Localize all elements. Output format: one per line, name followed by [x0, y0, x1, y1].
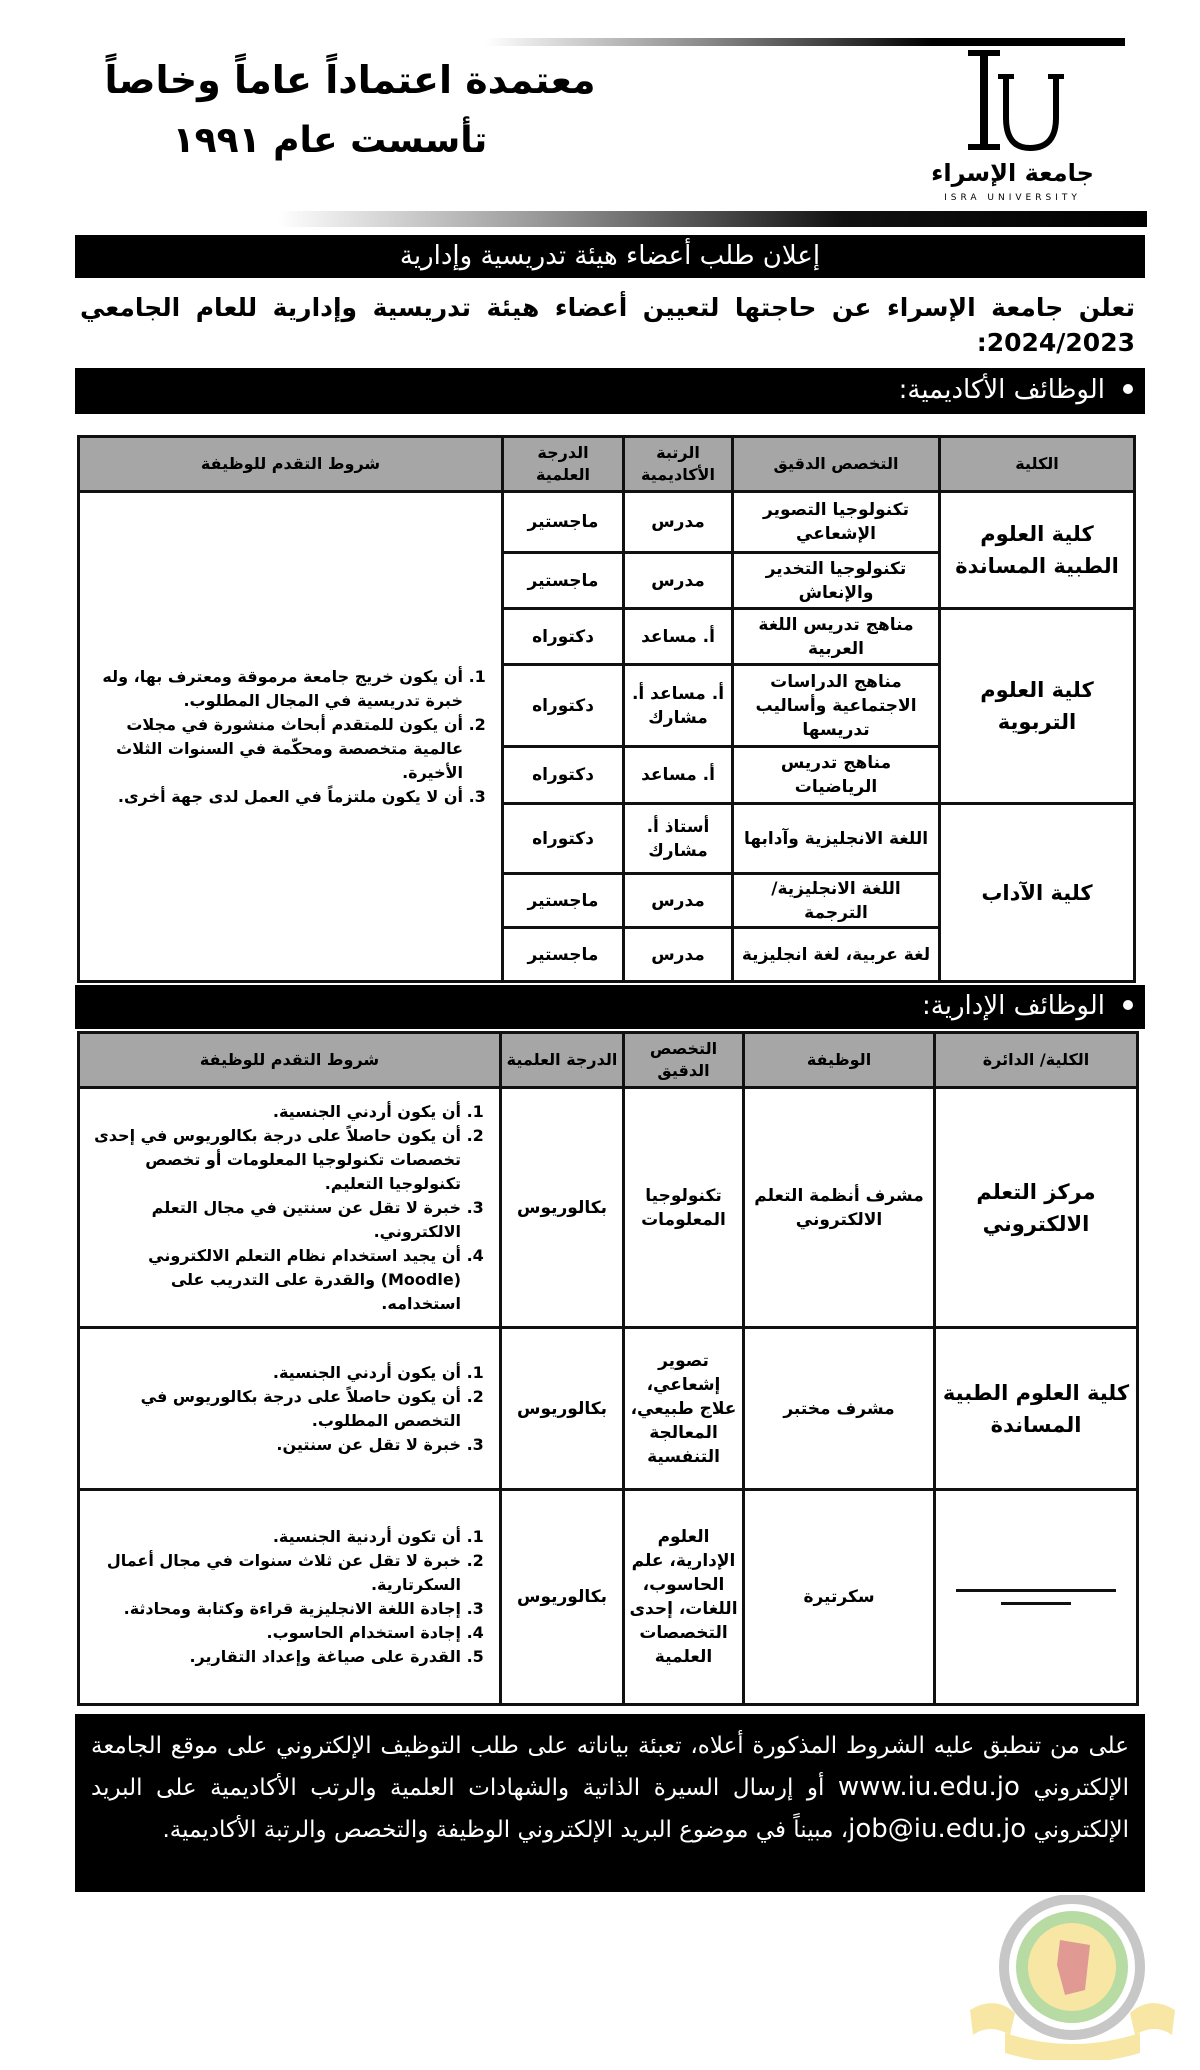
condition-item: 1. أن يكون أردني الجنسية. [88, 1100, 461, 1124]
announcement-title: إعلان طلب أعضاء هيئة تدريسية وإدارية [75, 235, 1145, 278]
specialty-cell: العلوم الإدارية، علم الحاسوب، اللغات، إحدى التخصصات العلمية [624, 1490, 744, 1705]
conditions-cell [79, 1328, 501, 1490]
college-cell: كلية الآداب [940, 804, 1135, 982]
header-college: الكلية [940, 437, 1135, 492]
header-rank: الرتبة الأكاديمية [624, 437, 733, 492]
rank-cell: أ. مساعد [624, 747, 733, 804]
logo-english-name: ISRA UNIVERSITY [944, 193, 1081, 203]
university-logo [960, 48, 1100, 158]
table-row [79, 1328, 1138, 1490]
specialty-cell: تكنولوجيا التخدير والإنعاش [733, 553, 940, 609]
specialty-cell: مناهج تدريس اللغة العربية [733, 609, 940, 665]
founded-text: تأسست عام ١٩٩١ [172, 120, 488, 161]
bullet-icon [1123, 384, 1133, 394]
specialty-cell: تكنولوجيا المعلومات [624, 1088, 744, 1328]
job-cell: مشرف أنظمة التعلم الالكتروني [744, 1088, 935, 1328]
rank-cell: أ. مساعد أ. مشارك [624, 665, 733, 747]
table-row [79, 1088, 1138, 1328]
header-rule-bottom [277, 211, 1147, 227]
rank-cell: مدرس [624, 874, 733, 928]
table-row [79, 492, 1135, 553]
announcement-body [75, 235, 1145, 1892]
condition-item: 1. أن تكون أردنية الجنسية. [88, 1525, 461, 1549]
header-specialty: التخصص الدقيق [733, 437, 940, 492]
rank-cell: مدرس [624, 492, 733, 553]
job-cell: مشرف مختبر [744, 1328, 935, 1490]
condition-item: 2. خبرة لا تقل عن ثلاث سنوات في مجال أعمال السكرتارية. [88, 1549, 461, 1597]
degree-cell: دكتوراه [503, 804, 624, 874]
email-link[interactable]: job@iu.edu.jo [848, 1814, 1027, 1844]
conditions-list [88, 1525, 491, 1669]
header-conditions: شروط التقدم للوظيفة [79, 437, 503, 492]
header-conditions: شروط التقدم للوظيفة [79, 1033, 501, 1088]
administrative-section-title: الوظائف الإدارية: [922, 991, 1105, 1021]
condition-item: 3. خبرة لا تقل عن سنتين في مجال التعلم الالكتروني. [88, 1196, 461, 1244]
college-cell: كلية العلوم الطبية المساندة [940, 492, 1135, 609]
specialty-cell: اللغة الانجليزية/ الترجمة [733, 874, 940, 928]
table-header-row [79, 437, 1135, 492]
accreditation-text: معتمدة اعتماداً عاماً وخاصاً [104, 58, 596, 102]
job-cell: سكرتيرة [744, 1490, 935, 1705]
header-rule-top [485, 38, 1125, 46]
condition-item: 3. أن لا يكون ملتزماً في العمل لدى جهة أخرى. [88, 785, 463, 809]
specialty-cell: مناهج تدريس الرياضيات [733, 747, 940, 804]
civil-service-bureau-seal [965, 1895, 1180, 2060]
instructions-part-1: على من تنطبق عليه الشروط المذكورة أعلاه، تعبئة بياناته على طلب التوظيف الإلكتروني على موقع الجامعة الإلكتروني [91, 1733, 1130, 1801]
degree-cell: بكالوريوس [501, 1088, 624, 1328]
conditions-list [88, 1361, 491, 1457]
website-link[interactable]: www.iu.edu.jo [837, 1772, 1020, 1802]
condition-item: 2. أن يكون للمتقدم أبحاث منشورة في مجلات عالمية متخصصة ومحكّمة في السنوات الثلاث الأخيرة. [88, 713, 463, 785]
degree-cell: ماجستير [503, 928, 624, 982]
conditions-list [88, 1100, 491, 1316]
college-cell [935, 1490, 1138, 1705]
administrative-jobs-table [77, 1031, 1139, 1706]
condition-item: 2. أن يكون حاصلاً على درجة بكالوريوس في التخصص المطلوب. [88, 1385, 461, 1433]
college-cell: كلية العلوم التربوية [940, 609, 1135, 804]
rank-cell: مدرس [624, 928, 733, 982]
header-job: الوظيفة [744, 1033, 935, 1088]
condition-item: 5. القدرة على صياغة وإعداد التقارير. [88, 1645, 461, 1669]
condition-item: 1. أن يكون أردني الجنسية. [88, 1361, 461, 1385]
academic-section-title: الوظائف الأكاديمية: [898, 375, 1105, 405]
table-header-row [79, 1033, 1138, 1088]
instructions-part-3: ، مبيناً في موضوع البريد الإلكتروني الوظيفة والتخصص والرتبة الأكاديمية. [162, 1817, 849, 1843]
header-degree: الدرجة العلمية [501, 1033, 624, 1088]
intro-text: تعلن جامعة الإسراء عن حاجتها لتعيين أعضاء هيئة تدريسية وإدارية للعام الجامعي 2024/2023: [80, 293, 1135, 357]
specialty-cell: مناهج الدراسات الاجتماعية وأساليب تدريسها [733, 665, 940, 747]
specialty-cell: تكنولوجيا التصوير الإشعاعي [733, 492, 940, 553]
instructions-part-2: أو إرسال السيرة الذاتية والشهادات العلمية والرتب الأكاديمية على البريد الإلكتروني [91, 1775, 1129, 1843]
college-cell: كلية العلوم الطبية المساندة [935, 1328, 1138, 1490]
header-college-department: الكلية/ الدائرة [935, 1033, 1138, 1088]
dash-line [1001, 1602, 1071, 1605]
college-cell: مركز التعلم الالكتروني [935, 1088, 1138, 1328]
rank-cell: مدرس [624, 553, 733, 609]
logo-arabic-name: جامعة الإسراء [931, 159, 1094, 187]
academic-jobs-table [77, 435, 1136, 983]
degree-cell: دكتوراه [503, 665, 624, 747]
administrative-section-heading [75, 985, 1145, 1029]
specialty-cell: اللغة الانجليزية وآدابها [733, 804, 940, 874]
conditions-cell [79, 492, 503, 982]
condition-item: 4. أن يجيد استخدام نظام التعلم الالكتروني (Moodle) والقدرة على التدريب على استخدامه. [88, 1244, 461, 1316]
degree-cell: ماجستير [503, 553, 624, 609]
condition-item: 3. خبرة لا تقل عن سنتين. [88, 1433, 461, 1457]
degree-cell: ماجستير [503, 492, 624, 553]
degree-cell: دكتوراه [503, 747, 624, 804]
rank-cell: أ. مساعد [624, 609, 733, 665]
dash-line [956, 1589, 1116, 1592]
application-instructions [75, 1714, 1145, 1892]
condition-item: 1. أن يكون خريج جامعة مرموقة ومعترف بها، وله خبرة تدريسية في المجال المطلوب. [88, 665, 463, 713]
conditions-cell [79, 1088, 501, 1328]
specialty-cell: تصوير إشعاعي، علاج طبيعي، المعالجة التنفسية [624, 1328, 744, 1490]
degree-cell: بكالوريوس [501, 1328, 624, 1490]
condition-item: 2. أن يكون حاصلاً على درجة بكالوريوس في إحدى تخصصات تكنولوجيا المعلومات أو تخصص تكنولوجيا التعليم. [88, 1124, 461, 1196]
specialty-cell: لغة عربية، لغة انجليزية [733, 928, 940, 982]
header-degree: الدرجة العلمية [503, 437, 624, 492]
degree-cell: دكتوراه [503, 609, 624, 665]
degree-cell: ماجستير [503, 874, 624, 928]
conditions-cell [79, 1490, 501, 1705]
bullet-icon [1123, 1000, 1133, 1010]
header-specialty: التخصص الدقيق [624, 1033, 744, 1088]
condition-item: 3. إجادة اللغة الانجليزية قراءة وكتابة ومحادثة. [88, 1597, 461, 1621]
degree-cell: بكالوريوس [501, 1490, 624, 1705]
academic-section-heading [75, 368, 1145, 414]
conditions-list [88, 665, 493, 809]
rank-cell: أستاذ أ. مشارك [624, 804, 733, 874]
table-row [79, 1490, 1138, 1705]
condition-item: 4. إجادة استخدام الحاسوب. [88, 1621, 461, 1645]
